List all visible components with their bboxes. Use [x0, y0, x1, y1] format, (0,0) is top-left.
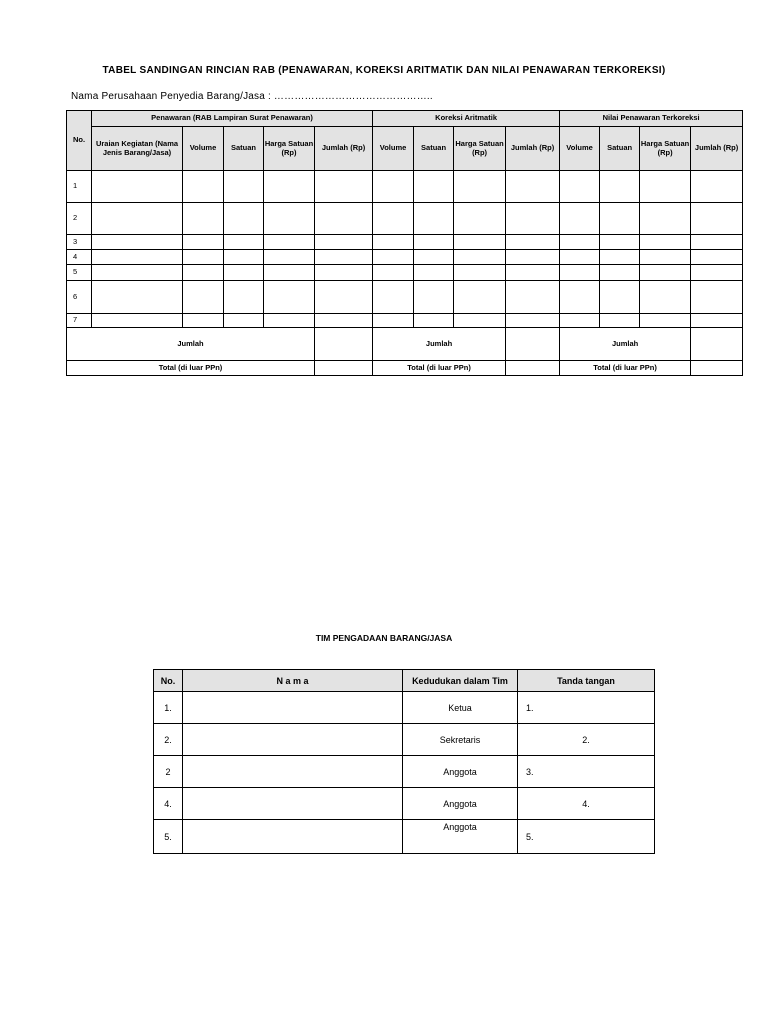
row-number: 4 [67, 250, 92, 265]
header-satuan: Satuan [600, 127, 640, 171]
jumlah-label-koreksi: Jumlah [373, 328, 506, 361]
total-label-penawaran: Total (di luar PPn) [67, 361, 315, 376]
tim-row-tanda: 5. [518, 820, 655, 854]
tim-row-kedudukan: Anggota [403, 756, 518, 788]
header-volume: Volume [373, 127, 414, 171]
table-row [154, 788, 655, 820]
jumlah-label-penawaran: Jumlah [67, 328, 315, 361]
table-row [67, 281, 743, 314]
header-harga-satuan: Harga Satuan (Rp) [264, 127, 315, 171]
table-row [154, 724, 655, 756]
tim-row-no: 5. [154, 820, 183, 854]
table-row [154, 692, 655, 724]
table-row [154, 756, 655, 788]
table-row [67, 250, 743, 265]
tim-row-no: 2 [154, 756, 183, 788]
tim-title: TIM PENGADAAN BARANG/JASA [315, 633, 453, 643]
table-row [154, 820, 655, 854]
header-jumlah: Jumlah (Rp) [691, 127, 743, 171]
tim-row-tanda: 2. [518, 724, 655, 756]
tim-row-kedudukan: Sekretaris [403, 724, 518, 756]
group-penawaran: Penawaran (RAB Lampiran Surat Penawaran) [92, 111, 373, 127]
tim-row-no: 4. [154, 788, 183, 820]
row-number: 6 [67, 281, 92, 314]
row-number: 1 [67, 171, 92, 203]
table-row [67, 235, 743, 250]
company-name-line: Nama Perusahaan Penyedia Barang/Jasa : ……………………………………….. [71, 91, 433, 102]
header-jumlah: Jumlah (Rp) [315, 127, 373, 171]
header-harga-satuan: Harga Satuan (Rp) [454, 127, 506, 171]
tim-header-kedudukan: Kedudukan dalam Tim [403, 670, 518, 692]
row-number: 5 [67, 265, 92, 281]
header-volume: Volume [183, 127, 224, 171]
table-row [67, 171, 743, 203]
header-harga-satuan: Harga Satuan (Rp) [640, 127, 691, 171]
row-number: 7 [67, 314, 92, 328]
total-row [67, 361, 743, 376]
tim-pengadaan-table [153, 669, 655, 854]
tim-row-tanda: 4. [518, 788, 655, 820]
group-nilai-terkoreksi: Nilai Penawaran Terkoreksi [560, 111, 743, 127]
rab-comparison-table [66, 110, 743, 376]
tim-row-nama [183, 692, 403, 724]
tim-row-kedudukan: Anggota [403, 788, 518, 820]
header-jumlah: Jumlah (Rp) [506, 127, 560, 171]
tim-row-tanda: 1. [518, 692, 655, 724]
tim-header-nama: N a m a [183, 670, 403, 692]
tim-row-nama [183, 820, 403, 854]
tim-row-no: 1. [154, 692, 183, 724]
tim-row-nama [183, 724, 403, 756]
header-satuan: Satuan [224, 127, 264, 171]
header-volume: Volume [560, 127, 600, 171]
jumlah-label-nilai: Jumlah [560, 328, 691, 361]
row-number: 3 [67, 235, 92, 250]
header-satuan: Satuan [414, 127, 454, 171]
tim-row-nama [183, 756, 403, 788]
total-label-koreksi: Total (di luar PPn) [373, 361, 506, 376]
tim-row-kedudukan: Anggota [403, 820, 518, 854]
jumlah-row [67, 328, 743, 361]
document-title: TABEL SANDINGAN RINCIAN RAB (PENAWARAN, KOREKSI ARITMATIK DAN NILAI PENAWARAN TERKOREKSI) [102, 65, 666, 76]
tim-row-no: 2. [154, 724, 183, 756]
tim-row-nama [183, 788, 403, 820]
table-row [67, 314, 743, 328]
table-row [67, 203, 743, 235]
tim-row-tanda: 3. [518, 756, 655, 788]
total-label-nilai: Total (di luar PPn) [560, 361, 691, 376]
group-koreksi-aritmatik: Koreksi Aritmatik [373, 111, 560, 127]
tim-row-kedudukan: Ketua [403, 692, 518, 724]
header-uraian: Uraian Kegiatan (Nama Jenis Barang/Jasa) [92, 127, 183, 171]
tim-header-no: No. [154, 670, 183, 692]
header-no: No. [67, 111, 92, 171]
tim-header-tanda-tangan: Tanda tangan [518, 670, 655, 692]
row-number: 2 [67, 203, 92, 235]
table-row [67, 265, 743, 281]
